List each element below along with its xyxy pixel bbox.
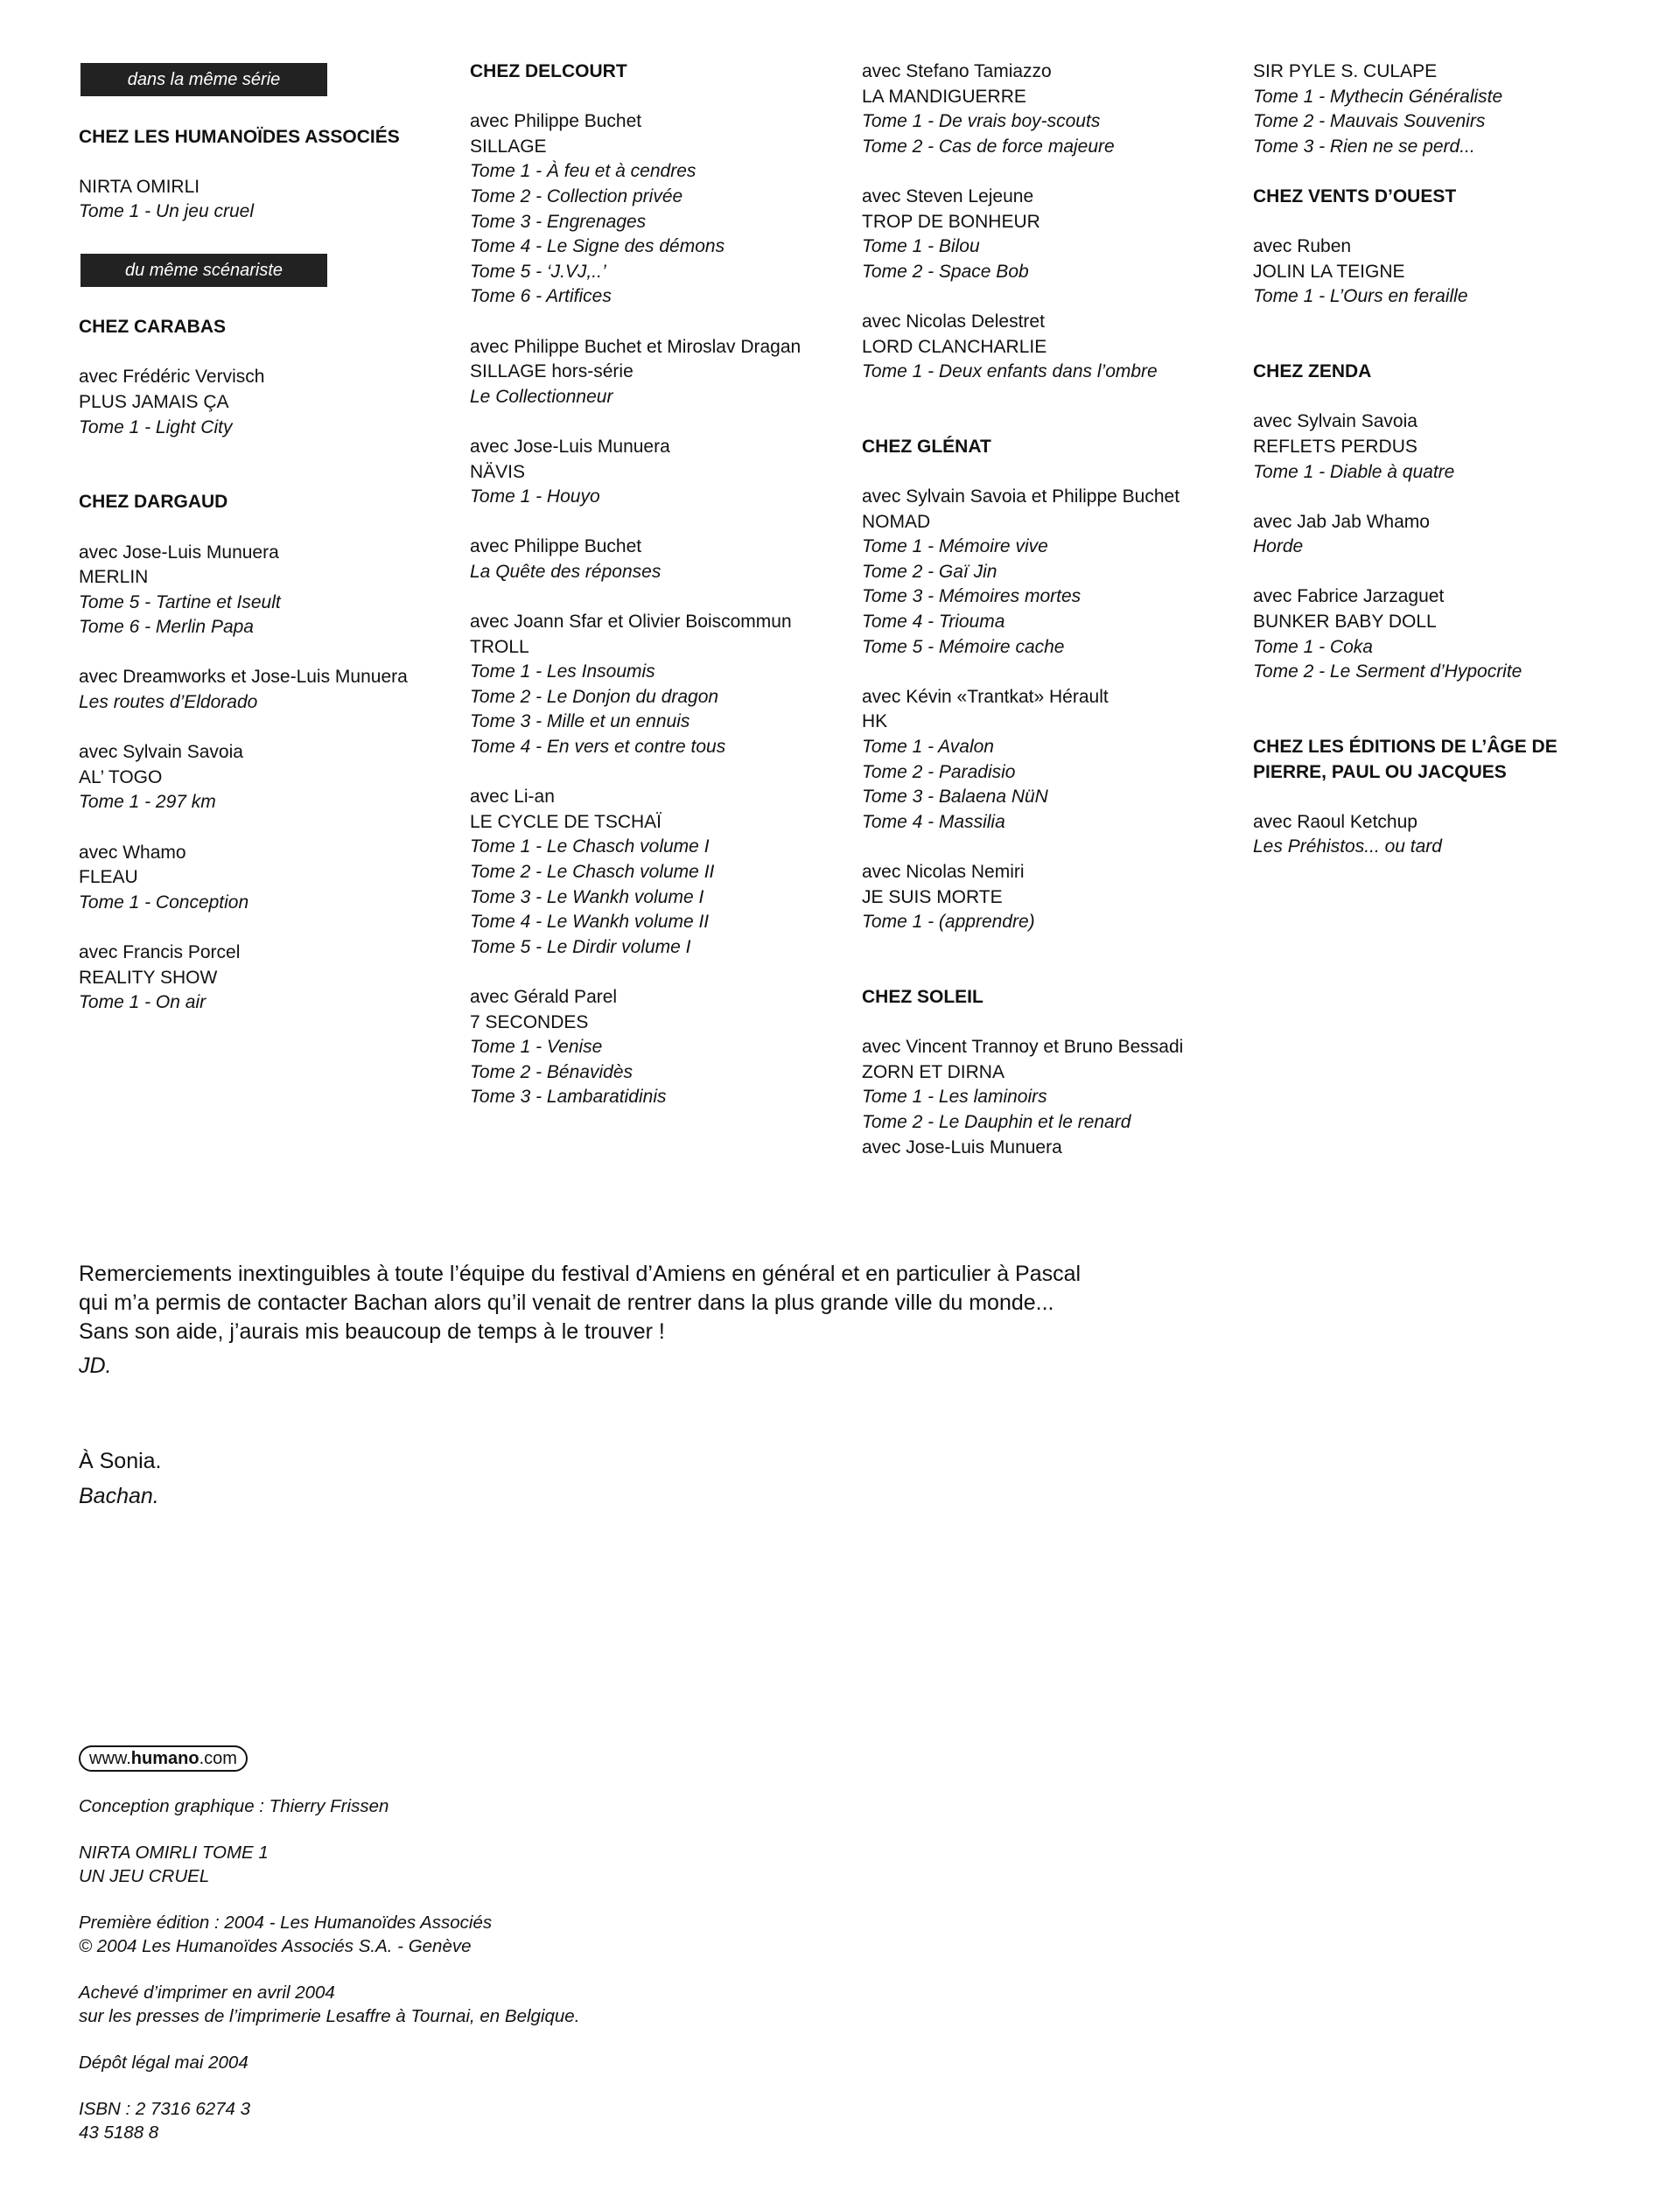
edition-line: Première édition : 2004 - Les Humanoïdes Associés <box>79 1913 493 1933</box>
spacer <box>470 85 837 110</box>
series-line: TROLL <box>470 636 529 657</box>
copyright-line: © 2004 Les Humanoïdes Associés S.A. - Genève <box>79 1936 472 1956</box>
volume-title: Tome 1 - Houyo <box>470 486 600 507</box>
section-label-row <box>79 59 446 100</box>
isbn-block <box>79 2097 579 2144</box>
volume-title: Tome 4 - Le Signe des démons <box>470 236 725 257</box>
volume-title: Tome 2 - Le Serment d’Hypocrite <box>1253 661 1522 682</box>
volume-title: Tome 3 - Engrenages <box>470 211 647 232</box>
volume-title: Tome 4 - Massilia <box>862 811 1005 832</box>
series-line: avec Raoul Ketchup <box>1253 811 1418 832</box>
design-credit: Conception graphique : Thierry Frissen <box>79 1796 389 1816</box>
series-line: avec Nicolas Nemiri <box>862 862 1025 882</box>
spacer <box>1253 335 1603 360</box>
printing-date: Achevé d’imprimer en avril 2004 <box>79 1983 335 2003</box>
isbn: ISBN : 2 7316 6274 3 <box>79 2099 251 2119</box>
series-line: NÄVIS <box>470 461 526 482</box>
spacer <box>470 760 837 786</box>
spacer <box>862 935 1229 961</box>
spacer <box>862 159 1229 185</box>
publisher-heading: CHEZ GLÉNAT <box>862 436 991 457</box>
spacer <box>79 100 446 125</box>
spacer <box>79 340 446 366</box>
volume-title: Tome 5 - Mémoire cache <box>862 636 1065 657</box>
book-title: NIRTA OMIRLI TOME 1 <box>79 1843 269 1863</box>
series-line: avec Philippe Buchet <box>470 536 642 557</box>
series-line: BUNKER BABY DOLL <box>1253 612 1437 633</box>
volume-title: Tome 2 - Collection privée <box>470 185 683 206</box>
series-line: avec Whamo <box>79 842 186 863</box>
spacer <box>470 960 837 985</box>
series-line: avec Stefano Tamiazzo <box>862 61 1052 81</box>
series-line: ZORN ET DIRNA <box>862 1061 1004 1082</box>
series-line: avec Steven Lejeune <box>862 185 1034 206</box>
spacer <box>79 290 446 316</box>
series-line: avec Joann Sfar et Olivier Boiscommun <box>470 612 792 633</box>
publisher-heading: CHEZ LES ÉDITIONS DE L’ÂGE DE <box>1253 737 1558 758</box>
website-badge[interactable] <box>79 1745 248 1772</box>
dedication <box>79 1444 162 1514</box>
volume-title: Tome 2 - Mauvais Souvenirs <box>1253 111 1486 132</box>
series-line: SIR PYLE S. CULAPE <box>1253 61 1438 81</box>
series-line: avec Fabrice Jarzaguet <box>1253 586 1445 607</box>
spacer <box>862 409 1229 435</box>
volume-title: Tome 4 - Triouma <box>862 612 1005 633</box>
volume-title: Tome 4 - En vers et contre tous <box>470 737 726 758</box>
spacer <box>862 960 1229 985</box>
volume-title: Tome 5 - Le Dirdir volume I <box>470 936 691 957</box>
series-line: avec Jab Jab Whamo <box>1253 511 1430 532</box>
volume-title: Tome 1 - Light City <box>79 416 233 437</box>
spacer <box>79 640 446 666</box>
series-line: avec Nicolas Delestret <box>862 311 1045 332</box>
series-line: avec Jose-Luis Munuera <box>470 436 670 457</box>
printing-block <box>79 1981 579 2028</box>
series-line: SILLAGE <box>470 136 547 157</box>
volume-title: Tome 1 - Deux enfants dans l’ombre <box>862 361 1158 382</box>
volume-title: Tome 2 - Gaï Jin <box>862 561 998 582</box>
series-line: SILLAGE hors-série <box>470 361 634 382</box>
series-line: PLUS JAMAIS ÇA <box>79 391 229 412</box>
series-line: JOLIN LA TEIGNE <box>1253 261 1405 282</box>
section-label: dans la même série <box>80 63 327 96</box>
publisher-heading: PIERRE, PAUL OU JACQUES <box>1253 761 1507 782</box>
series-line: LE CYCLE DE TSCHAÏ <box>470 811 662 832</box>
volume-title: Tome 1 - De vrais boy-scouts <box>862 111 1101 132</box>
column-4 <box>1253 59 1603 860</box>
series-line: 7 SECONDES <box>470 1011 589 1032</box>
spacer <box>862 1011 1229 1036</box>
series-line: avec Frédéric Vervisch <box>79 367 265 388</box>
spacer <box>862 284 1229 310</box>
section-label: du même scénariste <box>80 254 327 287</box>
series-line: avec Li-an <box>470 787 555 808</box>
volume-title: Tome 2 - Le Donjon du dragon <box>470 686 719 707</box>
volume-title: Tome 4 - Le Wankh volume II <box>470 912 710 933</box>
spacer <box>862 660 1229 685</box>
thanks-line: Remerciements inextinguibles à toute l’équipe du festival d’Amiens en général et en particulier à Pascal <box>79 1262 1082 1286</box>
series-line: REFLETS PERDUS <box>1253 436 1418 457</box>
series-line: JE SUIS MORTE <box>862 886 1003 907</box>
column-1 <box>79 59 446 1016</box>
volume-title: Tome 1 - Avalon <box>862 737 994 758</box>
series-line: avec Kévin «Trantkat» Hérault <box>862 686 1109 707</box>
volume-title: Tome 2 - Paradisio <box>862 761 1016 782</box>
volume-title: Tome 1 - Les Insoumis <box>470 661 655 682</box>
series-line: avec Vincent Trannoy et Bruno Bessadi <box>862 1037 1184 1058</box>
series-line: avec Sylvain Savoia <box>1253 411 1418 432</box>
series-line: avec Jose-Luis Munuera <box>79 542 279 563</box>
spacer <box>470 584 837 610</box>
thanks-line: Sans son aide, j’aurais mis beaucoup de temps à le trouver ! <box>79 1319 665 1344</box>
volume-title: Tome 2 - Space Bob <box>862 261 1029 282</box>
series-line: avec Sylvain Savoia <box>79 742 243 763</box>
spacer <box>79 515 446 541</box>
acknowledgements <box>79 1260 1234 1381</box>
thanks-line: qui m’a permis de contacter Bachan alors qu’il venait de rentrer dans la plus grande ville du monde... <box>79 1290 1054 1315</box>
column-2 <box>470 59 837 1110</box>
series-line: avec Jose-Luis Munuera <box>862 1136 1062 1157</box>
volume-title: Tome 2 - Le Dauphin et le renard <box>862 1111 1131 1132</box>
spacer <box>79 465 446 491</box>
volume-title: Tome 5 - Tartine et Iseult <box>79 591 281 612</box>
dedication-text: À Sonia. <box>79 1449 162 1473</box>
website-prefix: www. <box>89 1749 131 1768</box>
series-line: LA MANDIGUERRE <box>862 86 1026 107</box>
spacer <box>1253 485 1603 510</box>
volume-title: Tome 1 - Un jeu cruel <box>79 201 254 222</box>
volume-title: Tome 1 - Venise <box>470 1037 603 1058</box>
volume-title: Tome 3 - Le Wankh volume I <box>470 886 704 907</box>
series-line: MERLIN <box>79 567 149 588</box>
series-line: avec Ruben <box>1253 236 1352 257</box>
spacer <box>1253 785 1603 810</box>
volume-title: Tome 1 - Mémoire vive <box>862 536 1048 557</box>
volume-title: Tome 3 - Rien ne se perd... <box>1253 136 1475 157</box>
volume-title: Tome 1 - L’Ours en feraille <box>1253 286 1468 307</box>
volume-title: Tome 1 - Diable à quatre <box>1253 461 1455 482</box>
printing-place: sur les presses de l’imprimerie Lesaffre à Tournai, en Belgique. <box>79 2006 580 2026</box>
spacer <box>1253 685 1603 710</box>
edition-block <box>79 1911 579 1958</box>
volume-title: Tome 3 - Mille et un ennuis <box>470 711 690 732</box>
book-title-block <box>79 1841 579 1888</box>
legal-deposit: Dépôt légal mai 2004 <box>79 2053 248 2073</box>
volume-title: Tome 6 - Merlin Papa <box>79 617 254 638</box>
series-line: HK <box>862 711 888 732</box>
series-line: avec Francis Porcel <box>79 942 241 962</box>
volume-title: Tome 1 - 297 km <box>79 792 216 813</box>
spacer <box>1253 159 1603 185</box>
spacer <box>862 835 1229 860</box>
series-line: REALITY SHOW <box>79 967 218 988</box>
spacer <box>1253 560 1603 585</box>
dedication-signature: Bachan. <box>79 1484 159 1508</box>
publisher-heading: CHEZ DELCOURT <box>470 61 627 81</box>
volume-title: Tome 1 - Le Chasch volume I <box>470 836 710 857</box>
volume-title: Tome 1 - (apprendre) <box>862 912 1035 933</box>
spacer <box>79 815 446 841</box>
publisher-heading: CHEZ LES HUMANOÏDES ASSOCIÉS <box>79 126 400 147</box>
series-line: AL’ TOGO <box>79 766 163 787</box>
spacer <box>1253 210 1603 235</box>
spacer <box>1253 310 1603 335</box>
volume-title: La Quête des réponses <box>470 561 662 582</box>
volume-title: Tome 1 - Bilou <box>862 236 980 257</box>
volume-title: Tome 3 - Balaena NüN <box>862 787 1048 808</box>
spacer <box>79 716 446 741</box>
website-suffix: .com <box>199 1749 237 1768</box>
series-line: NIRTA OMIRLI <box>79 176 200 197</box>
volume-title: Tome 1 - Les laminoirs <box>862 1087 1047 1108</box>
volume-title: Les Préhistos... ou tard <box>1253 836 1442 857</box>
spacer <box>1253 710 1603 735</box>
spacer <box>470 510 837 535</box>
spacer <box>79 915 446 941</box>
colophon <box>79 1745 579 2144</box>
series-line: NOMAD <box>862 511 931 532</box>
spacer <box>79 440 446 465</box>
column-3 <box>862 59 1229 1160</box>
series-line: FLEAU <box>79 867 138 888</box>
publisher-heading: CHEZ ZENDA <box>1253 361 1372 382</box>
volume-title: Tome 1 - Coka <box>1253 636 1373 657</box>
volume-title: Tome 3 - Mémoires mortes <box>862 586 1082 607</box>
series-line: TROP DE BONHEUR <box>862 211 1040 232</box>
series-line: avec Philippe Buchet et Miroslav Dragan <box>470 336 802 357</box>
publisher-heading: CHEZ CARABAS <box>79 317 226 338</box>
volume-title: Tome 1 - Conception <box>79 892 249 913</box>
volume-title: Le Collectionneur <box>470 386 613 407</box>
thanks-signature: JD. <box>79 1353 112 1378</box>
volume-title: Horde <box>1253 536 1304 557</box>
spacer <box>862 460 1229 486</box>
volume-title: Tome 6 - Artifices <box>470 286 612 307</box>
volume-title: Tome 3 - Lambaratidinis <box>470 1087 667 1108</box>
series-line: avec Dreamworks et Jose-Luis Munuera <box>79 667 408 688</box>
spacer <box>470 409 837 435</box>
volume-title: Tome 5 - ‘J.VJ,..’ <box>470 261 606 282</box>
publisher-heading: CHEZ DARGAUD <box>79 492 228 513</box>
series-line: avec Sylvain Savoia et Philippe Buchet <box>862 486 1180 507</box>
volume-title: Tome 1 - Mythecin Généraliste <box>1253 86 1503 107</box>
website-name: humano <box>130 1749 200 1768</box>
book-subtitle: UN JEU CRUEL <box>79 1866 210 1886</box>
series-line: avec Gérald Parel <box>470 986 618 1007</box>
volume-title: Tome 2 - Bénavidès <box>470 1061 633 1082</box>
catalog-code: 43 5188 8 <box>79 2123 159 2143</box>
volume-title: Les routes d’Eldorado <box>79 692 258 713</box>
spacer <box>862 385 1229 410</box>
publisher-heading: CHEZ SOLEIL <box>862 986 984 1007</box>
volume-title: Tome 2 - Cas de force majeure <box>862 136 1115 157</box>
spacer <box>79 150 446 175</box>
spacer <box>1253 385 1603 410</box>
volume-title: Tome 1 - On air <box>79 992 206 1013</box>
spacer <box>470 310 837 335</box>
section-label-row <box>79 250 446 290</box>
volume-title: Tome 2 - Le Chasch volume II <box>470 862 715 882</box>
volume-title: Tome 1 - À feu et à cendres <box>470 161 696 182</box>
publisher-heading: CHEZ VENTS D’OUEST <box>1253 185 1457 206</box>
spacer <box>79 225 446 250</box>
series-line: avec Philippe Buchet <box>470 111 642 132</box>
series-line: LORD CLANCHARLIE <box>862 336 1047 357</box>
